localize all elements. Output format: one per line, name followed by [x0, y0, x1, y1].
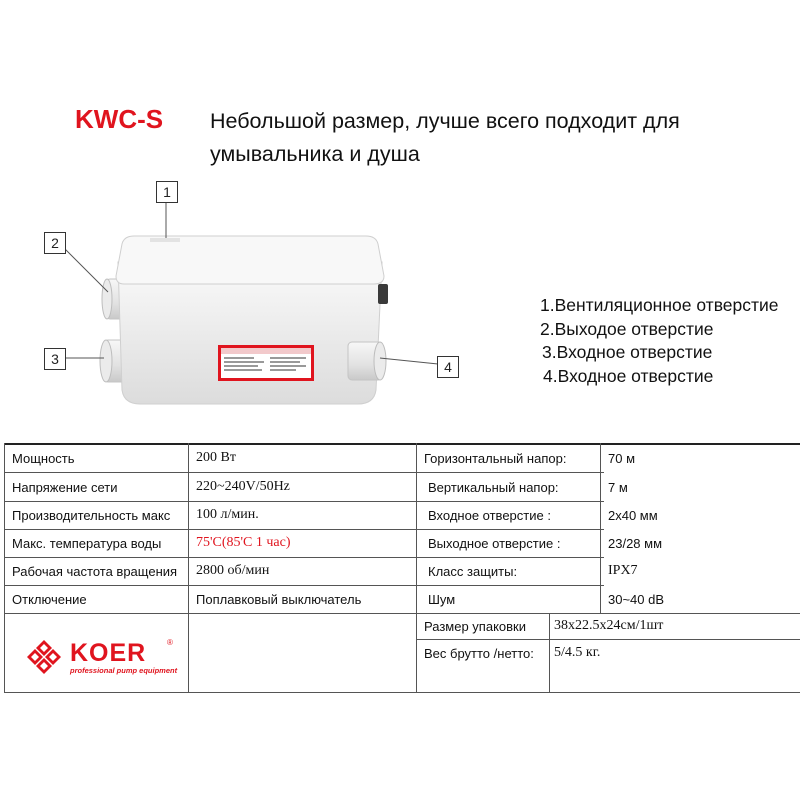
- feature-item: 3.Входное отверстие: [542, 342, 713, 362]
- spec-value: Поплавковый выключатель: [196, 592, 362, 607]
- spec-label: Макс. температура воды: [12, 536, 162, 551]
- feature-item: 2.Выходое отверстие: [540, 318, 714, 339]
- spec-label: Производительность макс: [12, 508, 171, 523]
- feature-list: [540, 294, 779, 388]
- spec-label: Вес брутто /нетто:: [424, 646, 534, 661]
- spec-label: Входное отверстие :: [428, 508, 551, 523]
- spec-value: IPX7: [608, 563, 638, 578]
- spec-label: Выходное отверстие :: [428, 536, 561, 551]
- spec-value: 2x40 мм: [608, 508, 658, 523]
- inlet-pipe-right: [348, 342, 386, 380]
- spec-value: 2800 об/мин: [196, 563, 270, 578]
- spec-label: Размер упаковки: [424, 619, 526, 634]
- model-name: KWC-S: [75, 104, 164, 134]
- spec-label: Вертикальный напор:: [428, 480, 559, 495]
- product-headline: Небольшой размер, лучше всего подходит для умывальника и душа: [210, 109, 680, 166]
- spec-value: 75'C(85'C 1 час): [196, 535, 291, 550]
- spec-label: Напряжение сети: [12, 480, 118, 495]
- feature-item: 1.Вентиляционное отверстие: [540, 295, 779, 315]
- spec-label: Горизонтальный напор:: [424, 451, 567, 466]
- product-label-plate: [218, 345, 314, 381]
- koer-logo: [26, 638, 186, 678]
- spec-label: Класс защиты:: [428, 564, 518, 579]
- spec-value: 38x22.5x24см/1шт: [554, 618, 664, 633]
- spec-value: 100 л/мин.: [196, 507, 259, 522]
- feature-item: 4.Входное отверстие: [543, 365, 714, 386]
- callout-1: 1: [156, 181, 178, 203]
- spec-value: 30~40 dB: [608, 592, 665, 607]
- vent-port-right: [378, 284, 388, 304]
- logo-registered-mark: ®: [167, 638, 173, 647]
- callout-4: 4: [437, 356, 459, 378]
- pump-illustration: [0, 170, 480, 420]
- spec-value: 70 м: [608, 451, 636, 466]
- spec-table: [4, 443, 800, 693]
- spec-label: Мощность: [12, 451, 75, 466]
- koer-logo-icon: [26, 638, 66, 674]
- spec-value: 200 Вт: [196, 450, 236, 465]
- spec-label: Рабочая частота вращения: [12, 564, 178, 579]
- logo-tagline: professional pump equipment: [70, 666, 178, 675]
- callout-2: 2: [44, 232, 66, 254]
- pump-lid: [116, 236, 384, 284]
- spec-value: 7 м: [608, 480, 628, 495]
- spec-value: 220~240V/50Hz: [196, 479, 290, 494]
- logo-wordmark: KOER: [70, 639, 147, 667]
- callout-3: 3: [44, 348, 66, 370]
- spec-label: Шум: [428, 592, 456, 607]
- spec-value: 5/4.5 кг.: [554, 645, 601, 660]
- spec-value: 23/28 мм: [608, 536, 663, 551]
- spec-label: Отключение: [12, 592, 87, 607]
